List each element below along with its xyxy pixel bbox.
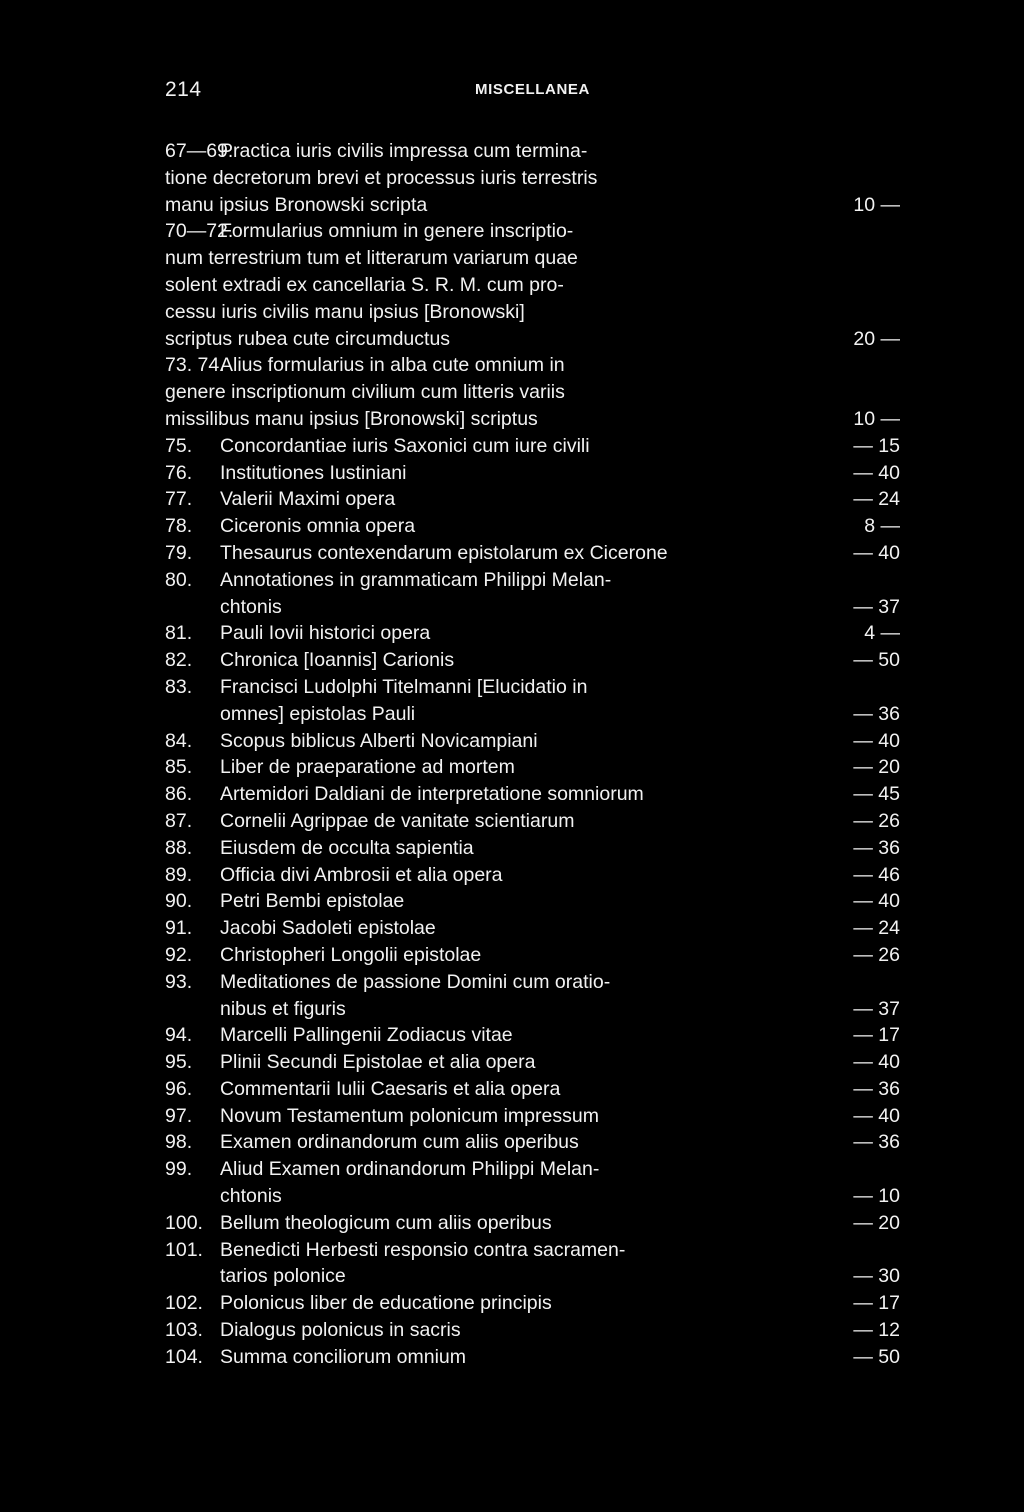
entry-title: Scopus biblicus Alberti Novicampiani (220, 729, 538, 752)
entry-price: — 37 (853, 595, 900, 618)
entry-price: — 46 (853, 863, 900, 886)
catalog-entries (165, 138, 900, 1371)
catalog-entry (165, 862, 900, 889)
entry-number-cell (165, 808, 220, 835)
entry-number-cell (165, 1103, 220, 1130)
entry-number-cell (165, 915, 220, 942)
entry-title: Cornelii Agrippae de vanitate scientiarum (220, 809, 575, 832)
entry-number-cell (165, 352, 225, 432)
entry-number: 77. (165, 488, 193, 511)
entry-number-cell (165, 1344, 220, 1371)
entry-price: 8 — (864, 515, 900, 538)
entry-price: — 26 (853, 943, 900, 966)
entry-number: 67—69. (165, 140, 234, 162)
entry-number: 70—72. (165, 220, 234, 243)
entry-title: Eiusdem de occulta sapientia (220, 836, 474, 859)
entry-title: Valerii Maximi opera (220, 488, 396, 511)
catalog-entry (165, 218, 900, 352)
entry-title: Institutiones Iustiniani (220, 461, 407, 484)
entry-title: Pauli Iovii historici opera (220, 622, 431, 645)
entry-title: Francisci Ludolphi Titelmanni [Elucidatio in omnes] epistolas Pauli (220, 675, 588, 725)
entry-number: 97. (165, 1104, 193, 1127)
entry-title: Examen ordinandorum cum aliis operibus (220, 1131, 579, 1154)
entry-number-cell (165, 674, 220, 728)
entry-number-cell (165, 1129, 220, 1156)
catalog-entry (165, 567, 900, 621)
entry-number: 87. (165, 809, 193, 832)
entry-number: 102. (165, 1292, 203, 1315)
entry-price: — 40 (853, 1051, 900, 1074)
entry-number: 89. (165, 863, 193, 886)
entry-number: 104. (165, 1345, 203, 1368)
entry-number: 76. (165, 461, 193, 484)
entry-title: Petri Bembi epistolae (220, 890, 405, 913)
entry-title: Marcelli Pallingenii Zodiacus vitae (220, 1024, 513, 1047)
entry-price: — 17 (853, 1024, 900, 1047)
entry-title: Ciceronis omnia opera (220, 515, 416, 538)
catalog-entry (165, 460, 900, 487)
entry-number-cell (165, 728, 220, 755)
entry-number: 94. (165, 1024, 193, 1047)
entry-price: — 26 (853, 809, 900, 832)
catalog-entry (165, 1344, 900, 1371)
entry-title: Alius formularius in alba cute omnium in genere inscriptionum civilium cum litteris variis missilibus manu ipsius [Bronowski] scriptus (165, 354, 565, 430)
catalog-entry (165, 915, 900, 942)
catalog-entry (165, 138, 900, 218)
page-number: 214 (165, 78, 202, 101)
entry-number: 84. (165, 729, 193, 752)
entry-number-cell (165, 1049, 220, 1076)
entry-price: — 24 (853, 488, 900, 511)
entry-price: — 36 (853, 1077, 900, 1100)
entry-title: Practica iuris civilis impressa cum termina- tione decretorum brevi et processus iuris terrestris manu ipsius Bronowski scripta (165, 140, 598, 216)
entry-number: 98. (165, 1131, 193, 1154)
catalog-entry (165, 728, 900, 755)
entry-price: — 20 (853, 1211, 900, 1234)
entry-price: — 40 (853, 541, 900, 564)
catalog-entry (165, 1076, 900, 1103)
entry-title: Meditationes de passione Domini cum oratio- nibus et figuris (220, 970, 611, 1020)
entry-price: — 24 (853, 917, 900, 940)
catalog-entry (165, 540, 900, 567)
entry-number-cell (165, 218, 234, 352)
entry-number: 80. (165, 568, 193, 591)
entry-number: 75. (165, 434, 193, 457)
entry-price: 10 — (853, 407, 900, 430)
catalog-entry (165, 754, 900, 781)
entry-number: 79. (165, 541, 193, 564)
entry-number: 78. (165, 515, 193, 538)
entry-number-cell (165, 862, 220, 889)
running-title: MISCELLANEA (475, 81, 590, 98)
catalog-entry (165, 969, 900, 1023)
catalog-entry (165, 674, 900, 728)
entry-price: — 36 (853, 702, 900, 725)
entry-number: 85. (165, 756, 193, 779)
entry-title: Dialogus polonicus in sacris (220, 1319, 461, 1342)
catalog-entry (165, 1103, 900, 1130)
catalog-entry (165, 1237, 900, 1291)
entry-number: 103. (165, 1319, 203, 1342)
entry-number-cell (165, 1317, 220, 1344)
entry-number-cell (165, 647, 220, 674)
entry-number-cell (165, 486, 220, 513)
entry-price: 10 — (853, 193, 900, 216)
entry-title: Thesaurus contexendarum epistolarum ex Cicerone (220, 541, 668, 564)
catalog-entry (165, 486, 900, 513)
entry-title: Benedicti Herbesti responsio contra sacramen- tarios polonice (220, 1238, 626, 1288)
catalog-entry (165, 1022, 900, 1049)
catalog-entry (165, 1210, 900, 1237)
catalog-entry (165, 433, 900, 460)
entry-title: Christopheri Longolii epistolae (220, 943, 482, 966)
catalog-entry (165, 1290, 900, 1317)
catalog-entry (165, 808, 900, 835)
entry-number-cell (165, 567, 220, 621)
entry-price: — 36 (853, 836, 900, 859)
entry-number: 82. (165, 649, 193, 672)
entry-price: — 15 (853, 434, 900, 457)
entry-number-cell (165, 540, 220, 567)
entry-title: Formularius omnium in genere inscriptio- num terrestrium tum et litterarum variarum quae solent extradi ex cancellaria S. R. M. cum pro- cessu iuris civilis manu ipsius [Bronowski] scriptus rubea cute circumductus (165, 220, 578, 350)
entry-title: Aliud Examen ordinandorum Philippi Melan- chtonis (220, 1158, 600, 1208)
entry-price: — 50 (853, 649, 900, 672)
catalog-entry (165, 513, 900, 540)
entry-number-cell (165, 460, 220, 487)
entry-number: 83. (165, 675, 193, 698)
entry-number-cell (165, 781, 220, 808)
catalog-entry (165, 888, 900, 915)
catalog-entry (165, 1317, 900, 1344)
entry-number-cell (165, 754, 220, 781)
entry-price: — 50 (853, 1345, 900, 1368)
entry-title: Jacobi Sadoleti epistolae (220, 917, 436, 940)
entry-number: 86. (165, 783, 193, 806)
entry-price: — 37 (853, 997, 900, 1020)
entry-number-cell (165, 1237, 220, 1291)
entry-price: — 12 (853, 1319, 900, 1342)
entry-number: 99. (165, 1158, 193, 1181)
catalog-entry (165, 1129, 900, 1156)
entry-number: 88. (165, 836, 193, 859)
entry-number: 101. (165, 1238, 203, 1261)
entry-title: Liber de praeparatione ad mortem (220, 756, 515, 779)
entry-number: 73. 74. (165, 354, 225, 377)
catalog-entry (165, 620, 900, 647)
entry-price: — 40 (853, 729, 900, 752)
entry-number-cell (165, 1210, 220, 1237)
catalog-entry (165, 352, 900, 432)
entry-title: Annotationes in grammaticam Philippi Melan- chtonis (220, 568, 612, 618)
entry-price: — 10 (853, 1185, 900, 1208)
entry-title: Bellum theologicum cum aliis operibus (220, 1211, 552, 1234)
entry-price: — 45 (853, 783, 900, 806)
entry-title: Summa conciliorum omnium (220, 1345, 466, 1368)
entry-title: Chronica [Ioannis] Carionis (220, 649, 455, 672)
entry-price: — 40 (853, 890, 900, 913)
entry-number: 96. (165, 1077, 193, 1100)
entry-price: — 40 (853, 461, 900, 484)
entry-price: 4 — (864, 622, 900, 645)
entry-number-cell (165, 433, 220, 460)
catalog-entry (165, 1049, 900, 1076)
entry-title: Plinii Secundi Epistolae et alia opera (220, 1051, 536, 1074)
entry-title: Commentarii Iulii Caesaris et alia opera (220, 1077, 561, 1100)
entry-price: — 30 (853, 1265, 900, 1288)
catalog-entry (165, 647, 900, 674)
entry-number: 100. (165, 1211, 203, 1234)
entry-number-cell (165, 888, 220, 915)
entry-title: Officia divi Ambrosii et alia opera (220, 863, 503, 886)
entry-number-cell (165, 942, 220, 969)
catalog-entry (165, 942, 900, 969)
entry-number-cell (165, 1290, 220, 1317)
catalog-entry (165, 1156, 900, 1210)
entry-number-cell (165, 513, 220, 540)
entry-price: — 40 (853, 1104, 900, 1127)
entry-title: Novum Testamentum polonicum impressum (220, 1104, 599, 1127)
running-head (165, 77, 900, 103)
entry-number: 91. (165, 917, 193, 940)
entry-number-cell (165, 969, 220, 1023)
entry-number: 93. (165, 970, 193, 993)
entry-price: 20 — (853, 327, 900, 350)
entry-number: 92. (165, 943, 193, 966)
entry-price: — 17 (853, 1292, 900, 1315)
catalog-entry (165, 835, 900, 862)
entry-title: Concordantiae iuris Saxonici cum iure civili (220, 434, 590, 457)
entry-price: — 36 (853, 1131, 900, 1154)
entry-title: Polonicus liber de educatione principis (220, 1292, 552, 1315)
entry-number-cell (165, 138, 234, 218)
catalog-entry (165, 781, 900, 808)
entry-number-cell (165, 620, 220, 647)
entry-price: — 20 (853, 756, 900, 779)
entry-number: 81. (165, 622, 193, 645)
entry-number-cell (165, 1022, 220, 1049)
entry-number-cell (165, 1156, 220, 1210)
entry-title: Artemidori Daldiani de interpretatione somniorum (220, 783, 644, 806)
entry-number: 90. (165, 890, 193, 913)
entry-number-cell (165, 835, 220, 862)
entry-number-cell (165, 1076, 220, 1103)
entry-number: 95. (165, 1051, 193, 1074)
